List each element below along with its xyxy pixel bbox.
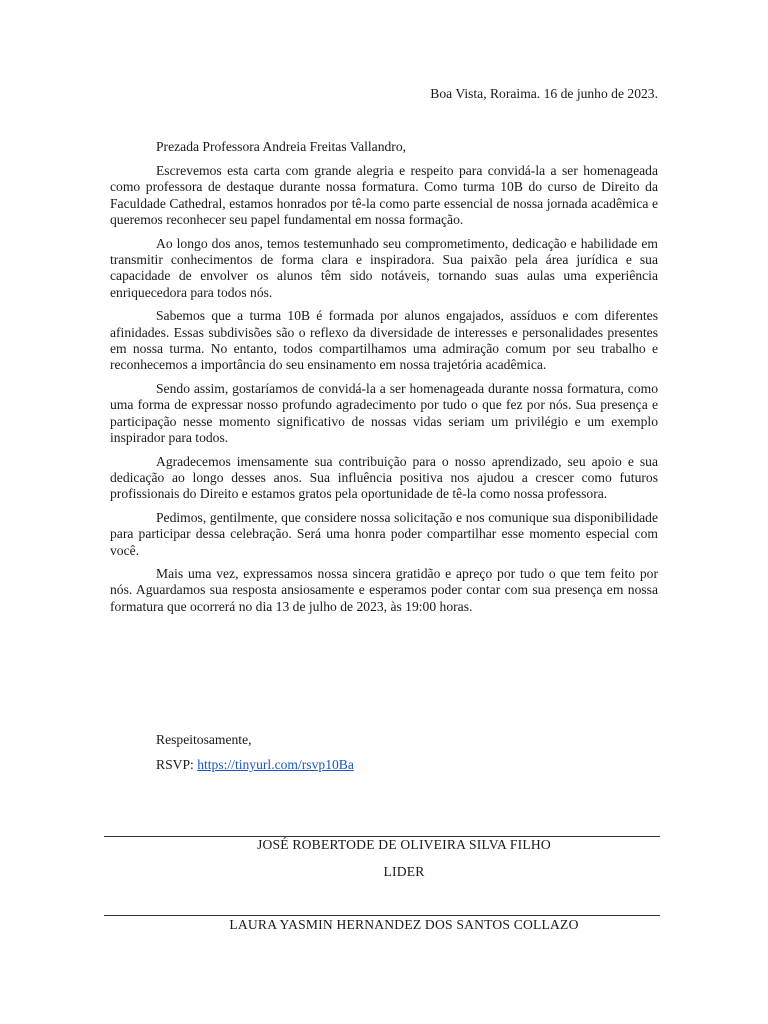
rsvp-label: RSVP: [156, 757, 194, 772]
signature-name-2: LAURA YASMIN HERNANDEZ DOS SANTOS COLLAZO [229, 917, 579, 932]
paragraph-1: Escrevemos esta carta com grande alegria e respeito para convidá-la a ser homenageada como professora de destaque durante nossa formatura. Como turma 10B do curso de Direito da Faculdade Cathedral, estamos honrados por tê-la como parte essencial de nossa jornada acadêmica e queremos reconhecer seu papel fundamental em nossa formação. [110, 163, 658, 228]
greeting: Prezada Professora Andreia Freitas Vallandro, [156, 139, 407, 154]
letter-body [110, 138, 658, 622]
signature-role-1: LIDER [383, 864, 425, 879]
date-line: Boa Vista, Roraima. 16 de junho de 2023. [430, 86, 658, 101]
signature-name-1: JOSÉ ROBERTODE DE OLIVEIRA SILVA FILHO [257, 837, 551, 852]
paragraph-6: Pedimos, gentilmente, que considere nossa solicitação e nos comunique sua disponibilidade para participar dessa celebração. Será uma honra poder compartilhar esse momento especial com você. [110, 509, 658, 558]
paragraph-3: Sabemos que a turma 10B é formada por alunos engajados, assíduos e com diferentes afinidades. Essas subdivisões são o reflexo da diversidade de interesses e personalidades presentes em nossa turma. No entanto, todos compartilhamos uma admiração comum por seu trabalho e reconhecemos a importância do seu ensinamento em nossa trajetória acadêmica. [110, 308, 658, 373]
rsvp-line [156, 756, 354, 773]
paragraph-5: Agradecemos imensamente sua contribuição para o nosso aprendizado, seu apoio e sua dedicação ao longo desses anos. Sua influência positiva nos ajudou a crescer como futuros profissionais do Direito e estamos gratos pela oportunidade de tê-la como nossa professora. [110, 453, 658, 502]
closing: Respeitosamente, [156, 732, 252, 747]
paragraph-4: Sendo assim, gostaríamos de convidá-la a ser homenageada durante nossa formatura, como uma forma de expressar nosso profundo agradecimento por tudo o que fez por nós. Sua presença e participação nesse momento significativo de nossas vidas seriam um privilégio e um exemplo inspirador para todos. [110, 380, 658, 446]
paragraph-2: Ao longo dos anos, temos testemunhado seu comprometimento, dedicação e habilidade em transmitir conhecimentos de forma clara e inspiradora. Sua paixão pela área jurídica e sua capacidade de envolver os alunos têm sido notáveis, tornando suas aulas uma experiência enriquecedora para todos nós. [110, 235, 658, 300]
paragraph-7: Mais uma vez, expressamos nossa sincera gratidão e apreço por tudo o que tem feito por nós. Aguardamos sua resposta ansiosamente e esperamos poder contar com sua presença em nossa formatura que ocorrerá no dia 13 de julho de 2023, às 19:00 horas. [110, 565, 658, 614]
rsvp-link[interactable]: https://tinyurl.com/rsvp10Ba [197, 757, 354, 772]
signature-line-2 [104, 915, 660, 916]
